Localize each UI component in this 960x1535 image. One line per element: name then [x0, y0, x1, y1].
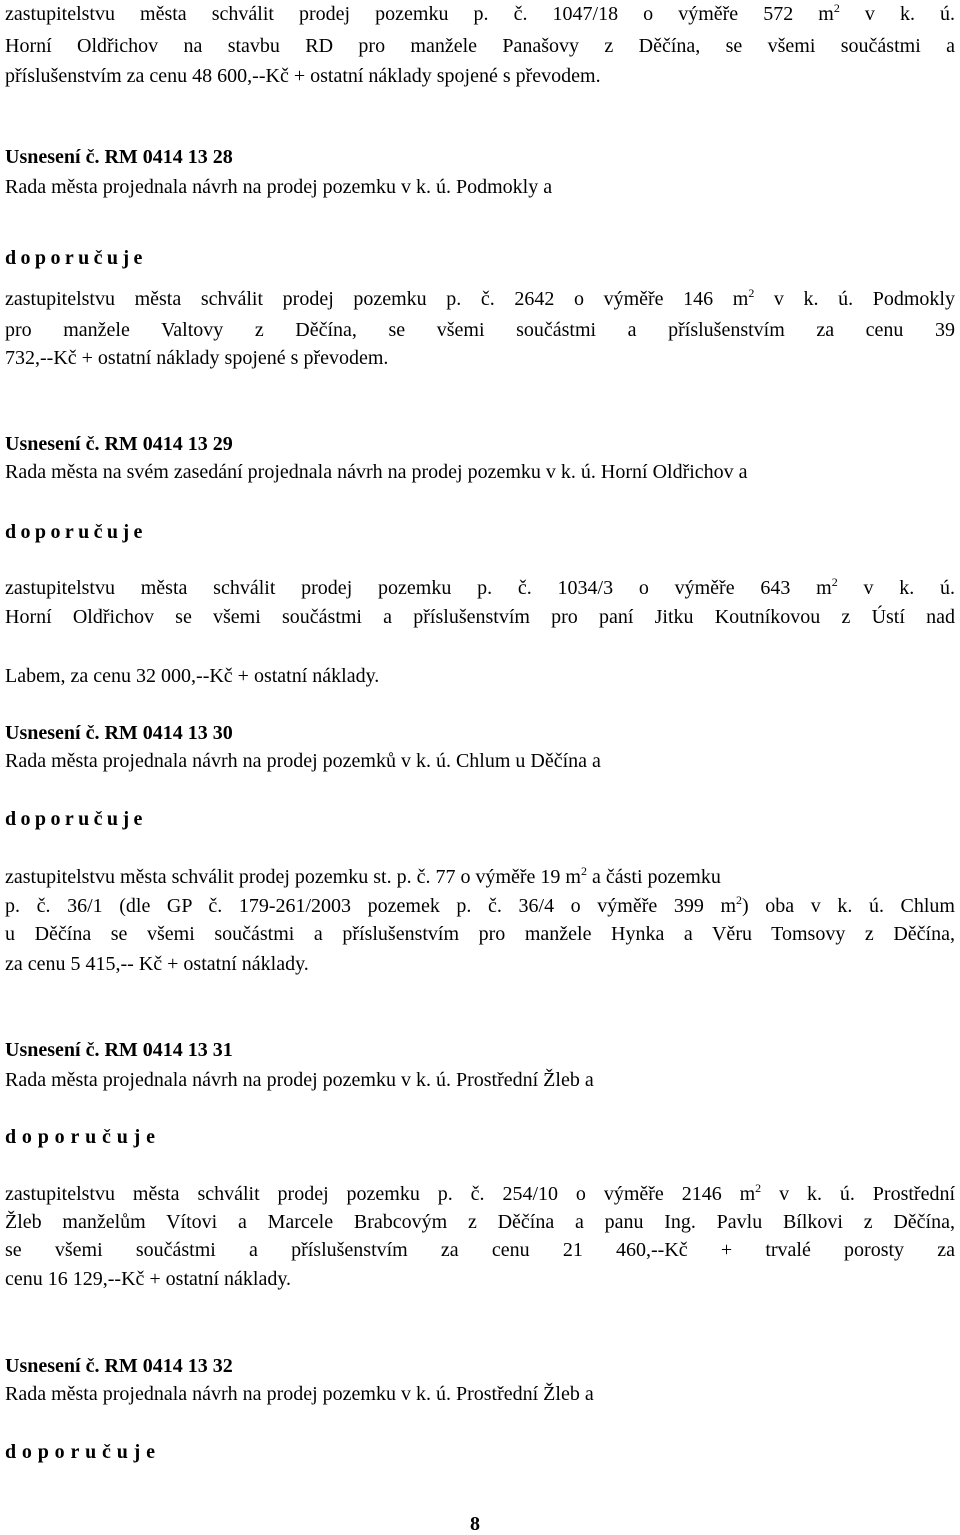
text: a části pozemku	[587, 866, 721, 888]
resolution-29-doporucuje: doporučuje	[5, 521, 147, 543]
text: zastupitelstvu města schválit prodej pozemku p. č. 2642 o výměře 146 m	[5, 288, 749, 310]
text: v k. ú. Prostřední	[761, 1183, 956, 1205]
text: zastupitelstvu města schválit prodej pozemku p. č. 1047/18 o výměře 572 m	[5, 3, 834, 25]
resolution-29-line-1	[5, 575, 955, 601]
resolution-30-rada: Rada města projednala návrh na prodej pozemků v k. ú. Chlum u Děčína a	[5, 750, 601, 772]
resolution-29-line-2: Horní Oldřichov se všemi součástmi a příslušenstvím pro paní Jitku Koutníkovou z Ústí nad	[5, 606, 955, 628]
resolution-28-line-3: 732,--Kč + ostatní náklady spojené s převodem.	[5, 347, 389, 369]
resolution-28-doporucuje: doporučuje	[5, 247, 147, 269]
text: p. č. 36/1 (dle GP č. 179-261/2003 pozemek p. č. 36/4 o výměře 399 m	[5, 895, 736, 917]
text: zastupitelstvu města schválit prodej pozemku st. p. č. 77 o výměře 19 m	[5, 866, 581, 888]
resolution-32-heading: Usnesení č. RM 0414 13 32	[5, 1355, 233, 1377]
resolution-31-doporucuje: doporučuje	[5, 1126, 161, 1148]
text: v k. ú. Podmokly	[754, 288, 955, 310]
resolution-32-rada: Rada města projednala návrh na prodej pozemku v k. ú. Prostřední Žleb a	[5, 1383, 594, 1405]
resolution-29-rada: Rada města na svém zasedání projednala návrh na prodej pozemku v k. ú. Horní Oldřichov a	[5, 461, 748, 483]
page-number: 8	[470, 1513, 480, 1535]
intro-line-1	[5, 1, 955, 27]
resolution-32-doporucuje: doporučuje	[5, 1441, 161, 1463]
resolution-29-heading: Usnesení č. RM 0414 13 29	[5, 433, 233, 455]
intro-line-2: Horní Oldřichov na stavbu RD pro manžele Panašovy z Děčína, se všemi součástmi a	[5, 35, 955, 57]
intro-line-3: příslušenstvím za cenu 48 600,--Kč + ostatní náklady spojené s převodem.	[5, 65, 601, 87]
text: zastupitelstvu města schválit prodej pozemku p. č. 1034/3 o výměře 643 m	[5, 577, 832, 599]
resolution-30-line-2	[5, 893, 955, 919]
resolution-31-line-3: se všemi součástmi a příslušenstvím za cenu 21 460,--Kč + trvalé porosty za	[5, 1239, 955, 1261]
resolution-28-heading: Usnesení č. RM 0414 13 28	[5, 146, 233, 168]
resolution-31-heading: Usnesení č. RM 0414 13 31	[5, 1039, 233, 1061]
resolution-30-line-4: za cenu 5 415,-- Kč + ostatní náklady.	[5, 953, 309, 975]
resolution-28-line-1	[5, 286, 955, 312]
resolution-28-line-2: pro manžele Valtovy z Děčína, se všemi součástmi a příslušenstvím za cenu 39	[5, 319, 955, 341]
resolution-30-line-3: u Děčína se všemi součástmi a příslušenstvím pro manžele Hynka a Věru Tomsovy z Děčína,	[5, 923, 955, 945]
resolution-30-line-1	[5, 864, 955, 890]
resolution-30-heading: Usnesení č. RM 0414 13 30	[5, 722, 233, 744]
superscript: 2	[581, 864, 587, 878]
text: ) oba v k. ú. Chlum	[742, 895, 955, 917]
superscript: 2	[833, 1, 840, 15]
resolution-31-line-4: cenu 16 129,--Kč + ostatní náklady.	[5, 1268, 292, 1290]
text: v k. ú.	[837, 577, 956, 599]
text: v k. ú.	[839, 3, 956, 25]
superscript: 2	[736, 893, 742, 907]
superscript: 2	[748, 286, 755, 300]
resolution-31-line-2: Žleb manželům Vítovi a Marcele Brabcovým z Děčína a panu Ing. Pavlu Bílkovi z Děčína,	[5, 1211, 955, 1233]
resolution-29-line-3: Labem, za cenu 32 000,--Kč + ostatní náklady.	[5, 665, 380, 687]
superscript: 2	[831, 575, 838, 589]
resolution-30-doporucuje: doporučuje	[5, 808, 147, 830]
superscript: 2	[755, 1181, 762, 1195]
resolution-28-rada: Rada města projednala návrh na prodej pozemku v k. ú. Podmokly a	[5, 176, 553, 198]
text: zastupitelstvu města schválit prodej pozemku p. č. 254/10 o výměře 2146 m	[5, 1183, 756, 1205]
resolution-31-line-1	[5, 1181, 955, 1207]
resolution-31-rada: Rada města projednala návrh na prodej pozemku v k. ú. Prostřední Žleb a	[5, 1069, 594, 1091]
